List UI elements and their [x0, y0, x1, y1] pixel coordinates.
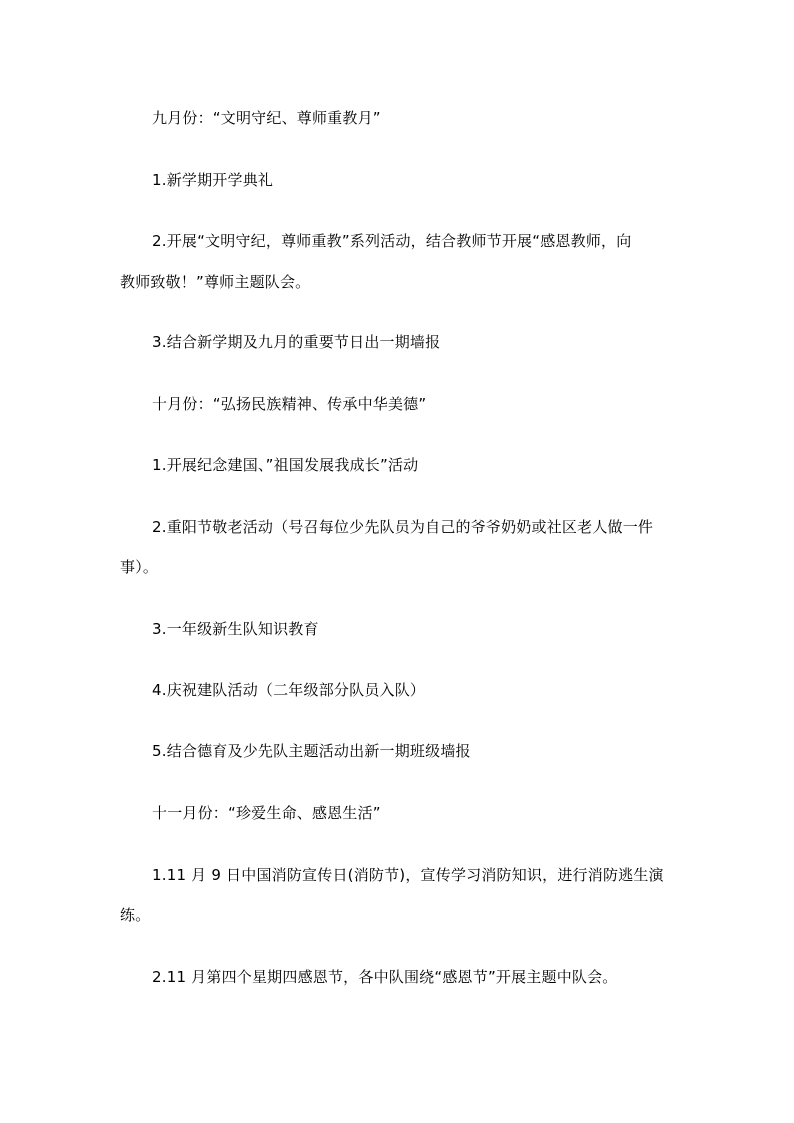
heading-october: 十月份：“弘扬民族精神、传承中华美德” — [152, 395, 427, 413]
item-nov-1: 1.11 月 9 日中国消防宣传日(消防节)，宣传学习消防知识，进行消防逃生演 — [152, 866, 664, 884]
heading-november: 十一月份：“珍爱生命、感恩生活” — [152, 804, 381, 822]
item-sep-2: 2.开展“文明守纪，尊师重教”系列活动，结合教师节开展“感恩教师，向 — [152, 232, 632, 250]
item-nov-2: 2.11 月第四个星期四感恩节，各中队围绕“感恩节”开展主题中队会。 — [152, 968, 618, 986]
heading-september: 九月份：“文明守纪、尊师重教月” — [152, 109, 381, 127]
item-sep-3: 3.结合新学期及九月的重要节日出一期墙报 — [152, 333, 441, 351]
item-oct-1: 1.开展纪念建国、”祖国发展我成长”活动 — [152, 456, 419, 474]
item-oct-5: 5.结合德育及少先队主题活动出新一期班级墙报 — [152, 742, 471, 760]
item-oct-3: 3.一年级新生队知识教育 — [152, 620, 319, 638]
item-oct-4: 4.庆祝建队活动（二年级部分队员入队） — [152, 681, 426, 699]
item-nov-1-continued: 练。 — [120, 906, 151, 924]
item-sep-2-continued: 教师致敬！”尊师主题队会。 — [120, 273, 311, 291]
item-sep-1: 1.新学期开学典礼 — [152, 171, 274, 189]
item-oct-2: 2.重阳节敬老活动（号召每位少先队员为自己的爷爷奶奶或社区老人做一件 — [152, 518, 654, 536]
item-oct-2-continued: 事）。 — [120, 558, 159, 576]
